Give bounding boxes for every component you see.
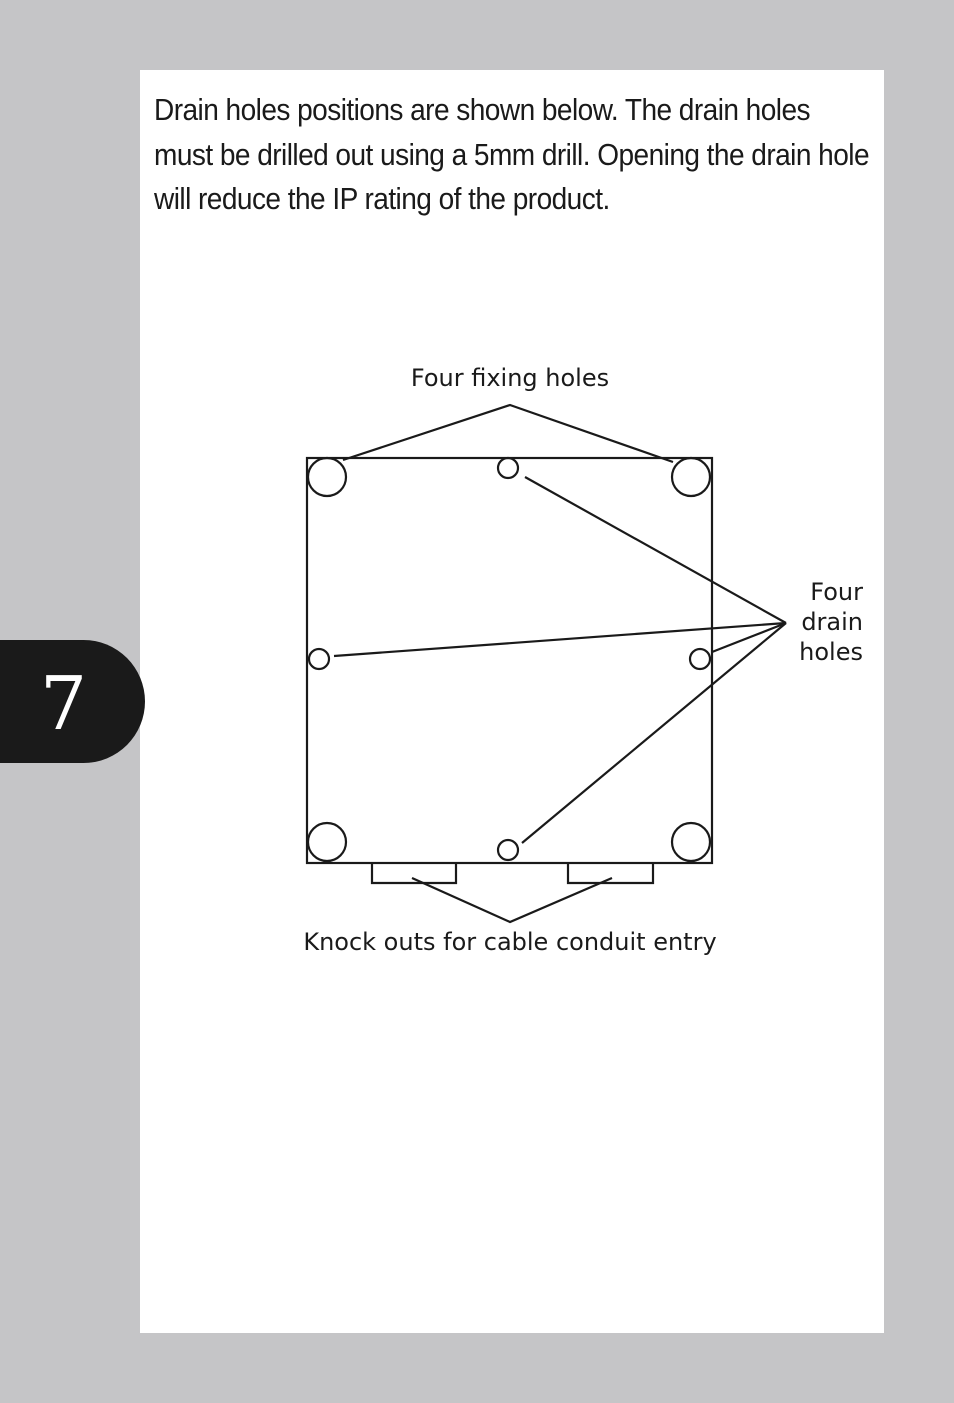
- fixing-hole-top-right: [672, 458, 710, 496]
- fixing-hole-bottom-right: [672, 823, 710, 861]
- drain-leader-top: [525, 477, 786, 623]
- enclosure-outline: [307, 458, 712, 863]
- drain-leader-bottom: [522, 623, 786, 843]
- drain-hole-top: [498, 458, 518, 478]
- fixing-holes-leader: [343, 405, 673, 462]
- drain-leader-left: [334, 623, 786, 656]
- label-drain-holes-line1: Four: [810, 578, 863, 606]
- drain-hole-right: [690, 649, 710, 669]
- intro-paragraph: Drain holes positions are shown below. The drain holes must be drilled out using a 5mm drill. Opening the drain hole will reduce the IP rating of the product.: [154, 93, 870, 216]
- page-section-number: 7: [40, 660, 88, 747]
- label-knockouts: Knock outs for cable conduit entry: [303, 928, 717, 956]
- label-fixing-holes: Four fixing holes: [410, 364, 610, 392]
- knockouts-leader: [412, 878, 612, 922]
- knockout-right: [568, 863, 653, 883]
- drain-hole-bottom: [498, 840, 518, 860]
- fixing-hole-top-left: [308, 458, 346, 496]
- label-drain-holes-line3: holes: [799, 638, 863, 666]
- drain-hole-left: [309, 649, 329, 669]
- label-drain-holes-line2: drain: [801, 608, 863, 636]
- fixing-hole-bottom-left: [308, 823, 346, 861]
